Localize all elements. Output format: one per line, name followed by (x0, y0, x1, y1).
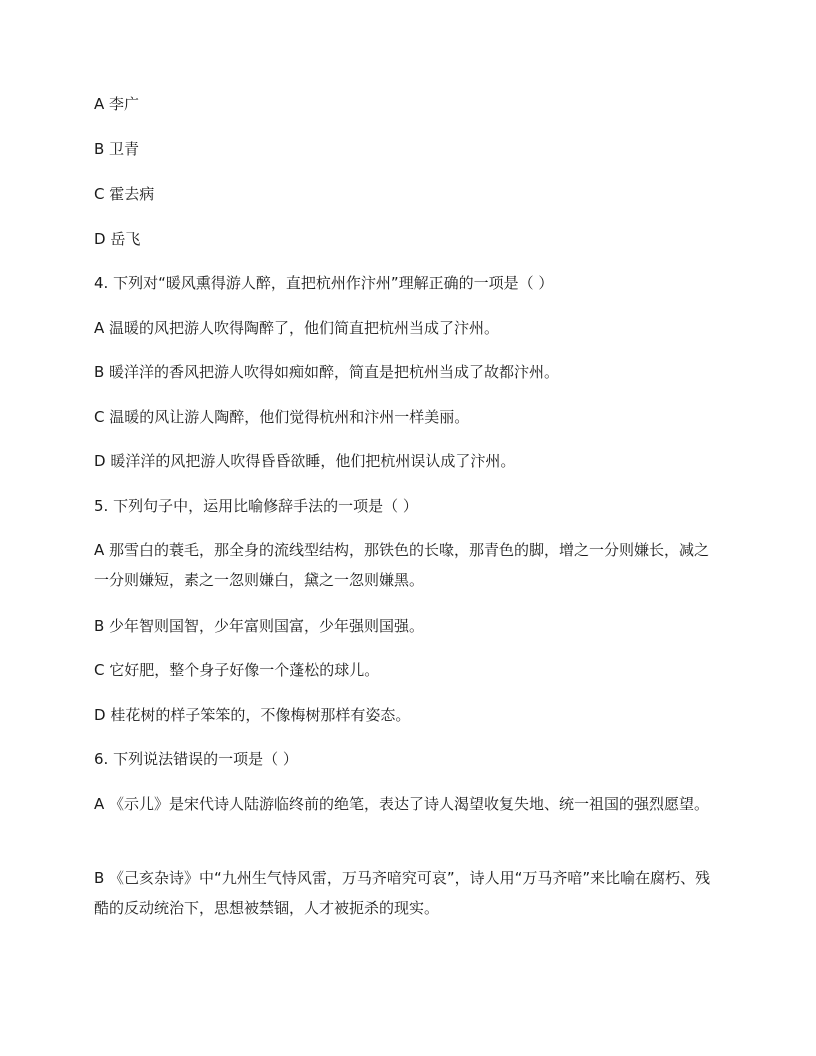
q4-stem: 4. 下列对“暖风熏得游人醉，直把杭州作汴州”理解正确的一项是（ ） (94, 274, 554, 292)
q5-option-c: C 它好肥，整个身子好像一个蓬松的球儿。 (94, 661, 380, 679)
q6-option-a: A 《示儿》是宋代诗人陆游临终前的绝笔，表达了诗人渴望收复失地、统一祖国的强烈愿望。 (94, 795, 710, 813)
q3-option-b: B 卫青 (94, 140, 140, 158)
q3-option-a: A 李广 (94, 95, 140, 113)
q3-option-d: D 岳飞 (94, 230, 141, 248)
q4-option-d: D 暖洋洋的风把游人吹得昏昏欲睡，他们把杭州误认成了汴州。 (94, 452, 516, 470)
q5-stem: 5. 下列句子中，运用比喻修辞手法的一项是（ ） (94, 497, 418, 515)
q6-option-b: B 《己亥杂诗》中“九州生气恃风雷，万马齐喑究可哀”，诗人用“万马齐喑”来比喻在腐朽、残酷的反动统治下，思想被禁锢，人才被扼杀的现实。 (94, 869, 711, 917)
q5-option-a: A 那雪白的蓑毛，那全身的流线型结构，那铁色的长喙，那青色的脚，增之一分则嫌长，减之一分则嫌短，素之一忽则嫌白，黛之一忽则嫌黑。 (94, 541, 710, 589)
q4-option-a: A 温暖的风把游人吹得陶醉了，他们简直把杭州当成了汴州。 (94, 319, 500, 337)
q6-stem: 6. 下列说法错误的一项是（ ） (94, 750, 298, 768)
q5-option-d: D 桂花树的样子笨笨的，不像梅树那样有姿态。 (94, 706, 411, 724)
q5-option-b: B 少年智则国智，少年富则国富，少年强则国强。 (94, 617, 425, 635)
q3-option-c: C 霍去病 (94, 185, 155, 203)
q4-option-b: B 暖洋洋的香风把游人吹得如痴如醉，简直是把杭州当成了故都汴州。 (94, 363, 560, 381)
q4-option-c: C 温暖的风让游人陶醉，他们觉得杭州和汴州一样美丽。 (94, 408, 470, 426)
